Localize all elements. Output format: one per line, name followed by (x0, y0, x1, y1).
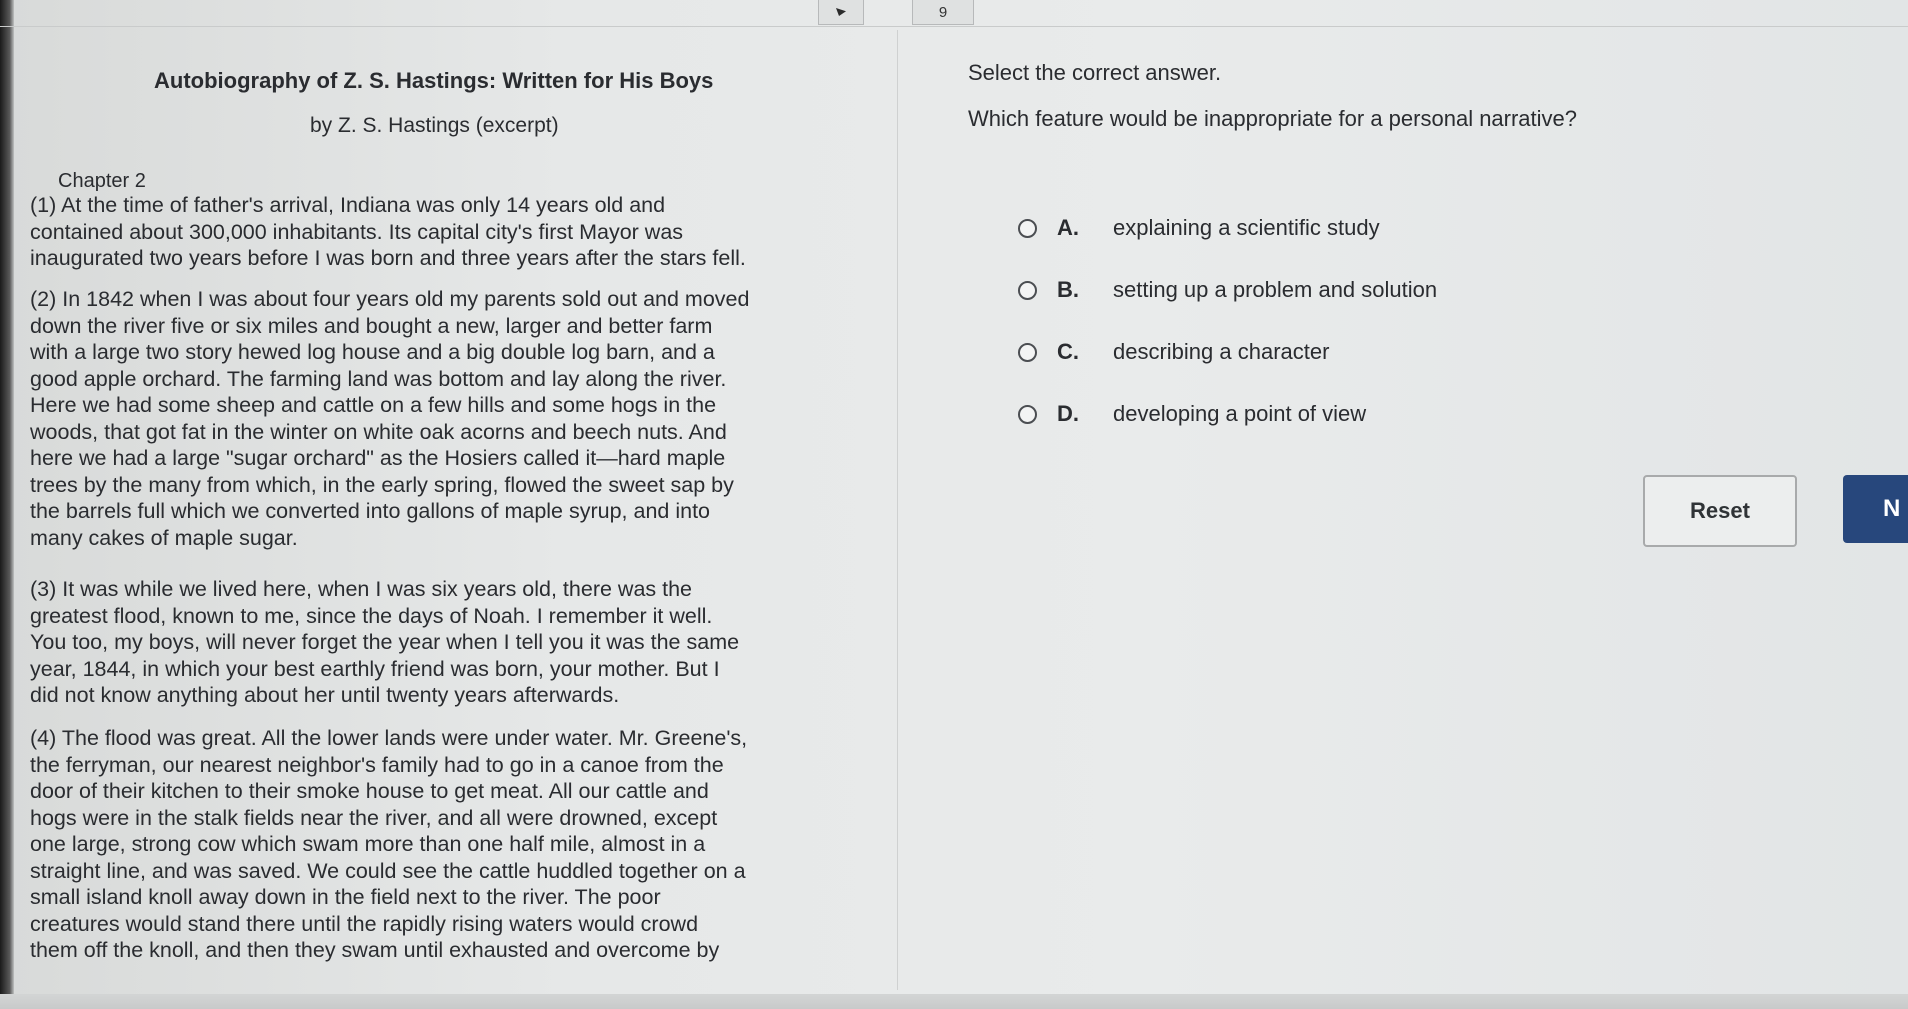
paragraph-line: many cakes of maple sugar. (30, 525, 298, 550)
paragraph-line: You too, my boys, will never forget the year when I tell you it was the same (30, 630, 740, 654)
paragraph-line: contained about 300,000 inhabitants. Its capital city's first Mayor was (30, 219, 684, 244)
answer-option-d[interactable] (1018, 394, 1437, 434)
answer-option-b[interactable] (1018, 270, 1437, 310)
paragraph-line: greatest flood, known to me, since the days of Noah. I remember it well. (30, 603, 713, 628)
monitor-bezel (0, 0, 14, 1009)
passage-chapter: Chapter 2 (58, 170, 146, 192)
flag-icon (836, 8, 846, 16)
paragraph-line: year, 1844, in which your best earthly friend was born, your mother. But I (30, 656, 720, 681)
paragraph-2 (30, 286, 749, 551)
next-button[interactable]: N (1843, 475, 1908, 543)
panel-divider (897, 30, 898, 990)
paragraph-line: (4) The flood was great. All the lower lands were under water. Mr. Greene's, (30, 726, 748, 750)
passage-title: Autobiography of Z. S. Hastings: Written for His Boys (154, 68, 714, 93)
question-number: 9 (938, 3, 948, 21)
paragraph-line: small island knoll away down in the field next to the river. The poor (30, 885, 661, 909)
paragraph-line: door of their kitchen to their smoke house to get meat. All our cattle and (30, 779, 709, 803)
paragraph-line: one large, strong cow which swam more than one half mile, almost in a (30, 832, 706, 856)
paragraph-line: woods, that got fat in the winter on white oak acorns and beech nuts. And (30, 419, 727, 444)
paragraph-line: inaugurated two years before I was born and three years after the stars fell. (30, 246, 746, 270)
option-letter: D. (1057, 401, 1079, 426)
paragraph-line: straight line, and was saved. We could see the cattle huddled together on a (30, 858, 746, 883)
paragraph-4 (30, 725, 747, 964)
radio-button-icon[interactable] (1018, 281, 1037, 300)
option-letter: B. (1057, 277, 1079, 302)
paragraph-line: good apple orchard. The farming land was bottom and lay along the river. (30, 366, 727, 391)
passage-byline: by Z. S. Hastings (excerpt) (310, 114, 559, 137)
option-text: describing a character (1113, 339, 1330, 364)
option-text: developing a point of view (1113, 401, 1367, 426)
answer-option-a[interactable] (1018, 208, 1437, 248)
top-navigation-strip (0, 0, 1908, 27)
option-letter: C. (1057, 339, 1079, 364)
option-text: setting up a problem and solution (1113, 277, 1438, 302)
answer-option-c[interactable] (1018, 332, 1437, 372)
paragraph-line: did not know anything about her until twenty years afterwards. (30, 683, 620, 707)
paragraph-3 (30, 576, 739, 709)
reset-button[interactable]: Reset (1643, 475, 1797, 547)
radio-button-icon[interactable] (1018, 405, 1037, 424)
option-text: explaining a scientific study (1113, 215, 1380, 240)
option-letter: A. (1057, 215, 1079, 240)
paragraph-line: them off the knoll, and then they swam until exhausted and overcome by (30, 938, 720, 962)
paragraph-line: (1) At the time of father's arrival, Indiana was only 14 years old and (30, 193, 666, 217)
instruction-text: Select the correct answer. (968, 60, 1222, 85)
paragraph-line: down the river five or six miles and bought a new, larger and better farm (30, 313, 713, 338)
answer-options (1018, 208, 1437, 456)
paragraph-line: Here we had some sheep and cattle on a few hills and some hogs in the (30, 393, 717, 417)
question-prompt: Which feature would be inappropriate for a personal narrative? (968, 106, 1578, 131)
paragraph-line: the ferryman, our nearest neighbor's family had to go in a canoe from the (30, 752, 724, 777)
paragraph-line: with a large two story hewed log house and a big double log barn, and a (30, 340, 715, 364)
bottom-edge (0, 994, 1908, 1009)
paragraph-line: creatures would stand there until the rapidly rising waters would crowd (30, 911, 699, 936)
radio-button-icon[interactable] (1018, 219, 1037, 238)
paragraph-line: trees by the many from which, in the early spring, flowed the sweet sap by (30, 472, 734, 497)
paragraph-line: (2) In 1842 when I was about four years old my parents sold out and moved (30, 287, 750, 311)
nav-tab-previous[interactable] (818, 0, 864, 25)
paragraph-line: (3) It was while we lived here, when I was six years old, there was the (30, 577, 693, 601)
paragraph-line: hogs were in the stalk fields near the river, and all were drowned, except (30, 805, 718, 830)
nav-tab-question-9[interactable] (912, 0, 974, 25)
paragraph-1 (30, 192, 746, 272)
radio-button-icon[interactable] (1018, 343, 1037, 362)
paragraph-line: the barrels full which we converted into gallons of maple syrup, and into (30, 499, 711, 523)
paragraph-line: here we had a large "sugar orchard" as the Hosiers called it—hard maple (30, 446, 726, 470)
